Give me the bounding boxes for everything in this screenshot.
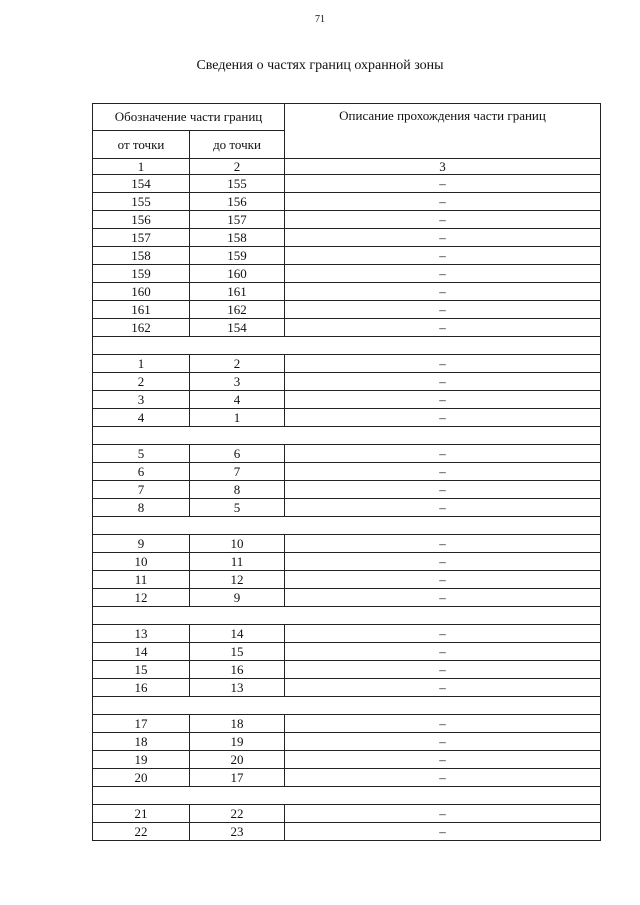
description-header: Описание прохождения части границ [285,104,601,159]
table-row [93,481,601,499]
from-point-cell: 157 [93,229,190,247]
description-cell: – [285,445,601,463]
table-row [93,535,601,553]
from-point-cell: 7 [93,481,190,499]
from-point-cell: 5 [93,445,190,463]
column-number: 3 [285,159,601,175]
description-cell: – [285,409,601,427]
table-row [93,247,601,265]
description-cell: – [285,769,601,787]
separator-cell [93,697,601,715]
from-point-cell: 8 [93,499,190,517]
from-point-cell: 13 [93,625,190,643]
description-cell: – [285,193,601,211]
description-cell: – [285,265,601,283]
to-point-cell: 19 [190,733,285,751]
description-cell: – [285,463,601,481]
from-point-cell: 10 [93,553,190,571]
to-point-cell: 14 [190,625,285,643]
to-point-cell: 9 [190,589,285,607]
table-row [93,301,601,319]
to-point-cell: 7 [190,463,285,481]
column-number: 1 [93,159,190,175]
table-row [93,175,601,193]
column-number-row [93,159,601,175]
table-row [93,625,601,643]
to-point-cell: 13 [190,679,285,697]
description-cell: – [285,283,601,301]
table-row [93,409,601,427]
group-separator-row [93,697,601,715]
from-point-cell: 3 [93,391,190,409]
description-cell: – [285,751,601,769]
description-cell: – [285,661,601,679]
table-row [93,571,601,589]
boundary-table [92,103,601,841]
description-cell: – [285,589,601,607]
from-point-cell: 154 [93,175,190,193]
table-body [93,159,601,841]
column-number: 2 [190,159,285,175]
to-point-cell: 15 [190,643,285,661]
from-point-cell: 160 [93,283,190,301]
description-cell: – [285,643,601,661]
description-cell: – [285,535,601,553]
table-row [93,733,601,751]
to-point-cell: 22 [190,805,285,823]
table-row [93,355,601,373]
group-separator-row [93,787,601,805]
description-cell: – [285,247,601,265]
table-row [93,193,601,211]
description-cell: – [285,175,601,193]
table-row [93,211,601,229]
to-point-header: до точки [190,131,285,159]
from-point-cell: 155 [93,193,190,211]
from-point-header: от точки [93,131,190,159]
description-cell: – [285,715,601,733]
to-point-cell: 20 [190,751,285,769]
table-row [93,769,601,787]
table-row [93,463,601,481]
to-point-cell: 5 [190,499,285,517]
from-point-cell: 16 [93,679,190,697]
to-point-cell: 155 [190,175,285,193]
to-point-cell: 161 [190,283,285,301]
description-cell: – [285,301,601,319]
to-point-cell: 6 [190,445,285,463]
from-point-cell: 2 [93,373,190,391]
table-row [93,643,601,661]
from-point-cell: 15 [93,661,190,679]
from-point-cell: 158 [93,247,190,265]
from-point-cell: 22 [93,823,190,841]
description-cell: – [285,229,601,247]
table-row [93,319,601,337]
separator-cell [93,607,601,625]
table-header [93,104,601,159]
group-separator-row [93,607,601,625]
separator-cell [93,427,601,445]
description-cell: – [285,319,601,337]
description-cell: – [285,805,601,823]
to-point-cell: 10 [190,535,285,553]
table-row [93,229,601,247]
from-point-cell: 18 [93,733,190,751]
from-point-cell: 20 [93,769,190,787]
description-cell: – [285,625,601,643]
from-point-cell: 159 [93,265,190,283]
table-row [93,661,601,679]
description-cell: – [285,211,601,229]
table-row [93,805,601,823]
from-point-cell: 161 [93,301,190,319]
description-cell: – [285,679,601,697]
to-point-cell: 156 [190,193,285,211]
table-row [93,589,601,607]
from-point-cell: 1 [93,355,190,373]
to-point-cell: 159 [190,247,285,265]
description-cell: – [285,553,601,571]
to-point-cell: 11 [190,553,285,571]
document-title: Сведения о частях границ охранной зоны [196,58,444,73]
to-point-cell: 4 [190,391,285,409]
to-point-cell: 12 [190,571,285,589]
to-point-cell: 8 [190,481,285,499]
page-number: 71 [315,14,325,25]
from-point-cell: 6 [93,463,190,481]
from-point-cell: 11 [93,571,190,589]
to-point-cell: 154 [190,319,285,337]
from-point-cell: 4 [93,409,190,427]
to-point-cell: 160 [190,265,285,283]
to-point-cell: 162 [190,301,285,319]
description-cell: – [285,571,601,589]
table-row [93,265,601,283]
table-row [93,751,601,769]
separator-cell [93,787,601,805]
from-point-cell: 162 [93,319,190,337]
table-row [93,499,601,517]
to-point-cell: 23 [190,823,285,841]
table-row [93,283,601,301]
from-point-cell: 21 [93,805,190,823]
table-row [93,823,601,841]
to-point-cell: 157 [190,211,285,229]
to-point-cell: 158 [190,229,285,247]
description-cell: – [285,481,601,499]
from-point-cell: 12 [93,589,190,607]
to-point-cell: 17 [190,769,285,787]
table-row [93,373,601,391]
group-separator-row [93,517,601,535]
from-point-cell: 156 [93,211,190,229]
description-cell: – [285,823,601,841]
to-point-cell: 3 [190,373,285,391]
to-point-cell: 2 [190,355,285,373]
table-row [93,679,601,697]
description-cell: – [285,373,601,391]
from-point-cell: 19 [93,751,190,769]
table-row [93,391,601,409]
from-point-cell: 9 [93,535,190,553]
description-cell: – [285,355,601,373]
from-point-cell: 17 [93,715,190,733]
group-separator-row [93,427,601,445]
description-cell: – [285,733,601,751]
separator-cell [93,517,601,535]
to-point-cell: 16 [190,661,285,679]
description-cell: – [285,391,601,409]
group-separator-row [93,337,601,355]
description-cell: – [285,499,601,517]
from-point-cell: 14 [93,643,190,661]
table-row [93,553,601,571]
to-point-cell: 18 [190,715,285,733]
to-point-cell: 1 [190,409,285,427]
separator-cell [93,337,601,355]
table-row [93,715,601,733]
table-row [93,445,601,463]
group-header: Обозначение части границ [93,104,285,131]
